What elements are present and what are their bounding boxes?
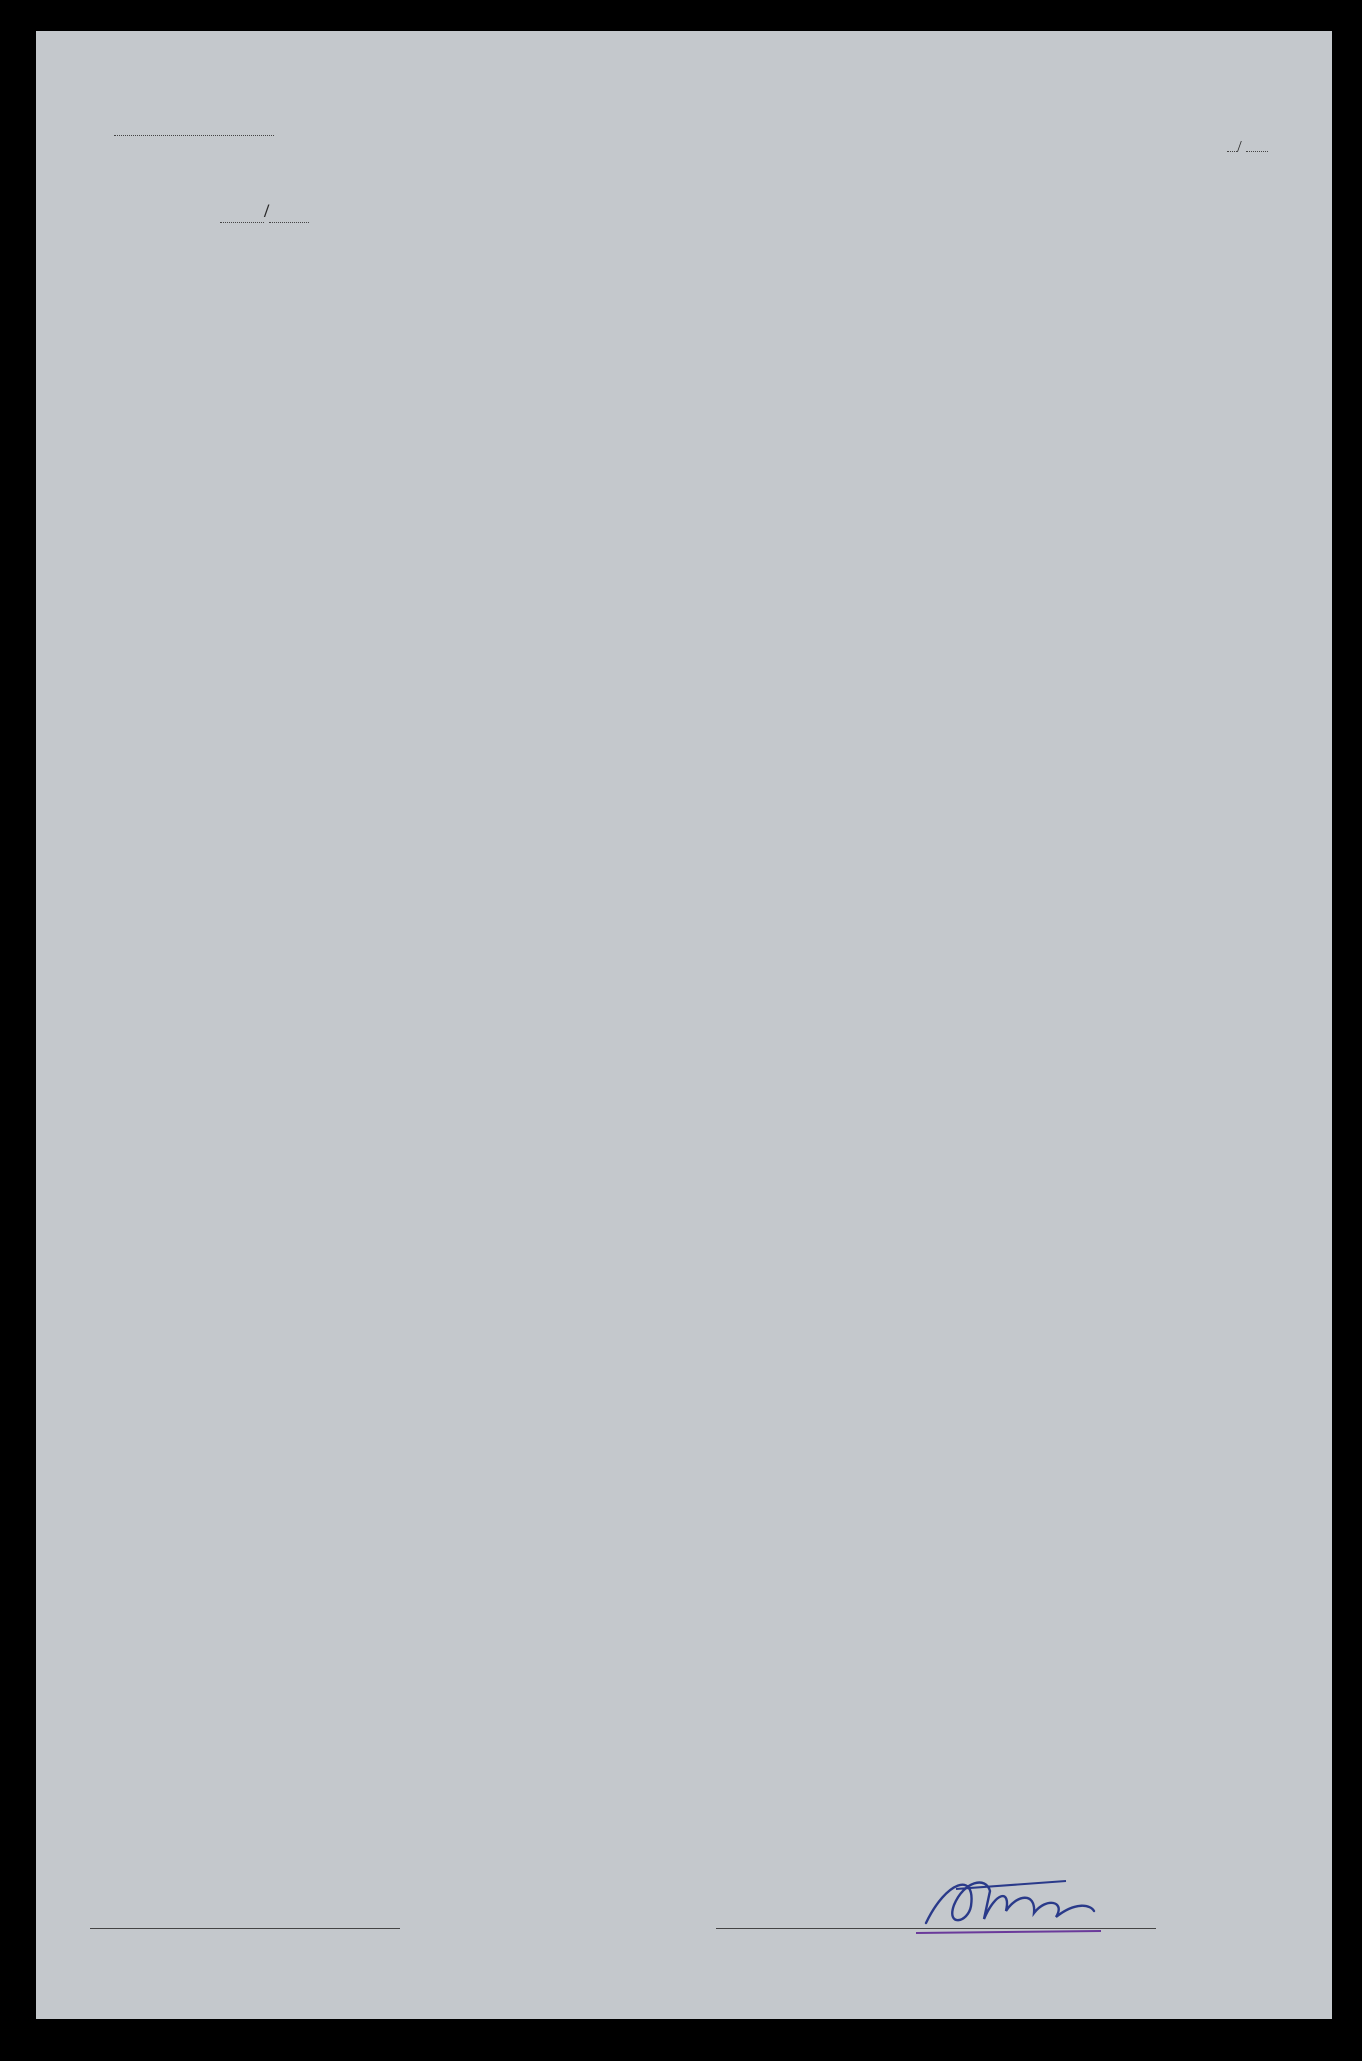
part-d-subtitle: / (220, 201, 309, 223)
unit-field (114, 113, 274, 136)
form-page (36, 31, 1332, 2019)
serial-number: / (1227, 135, 1268, 157)
commander-signature (916, 1861, 1106, 1941)
